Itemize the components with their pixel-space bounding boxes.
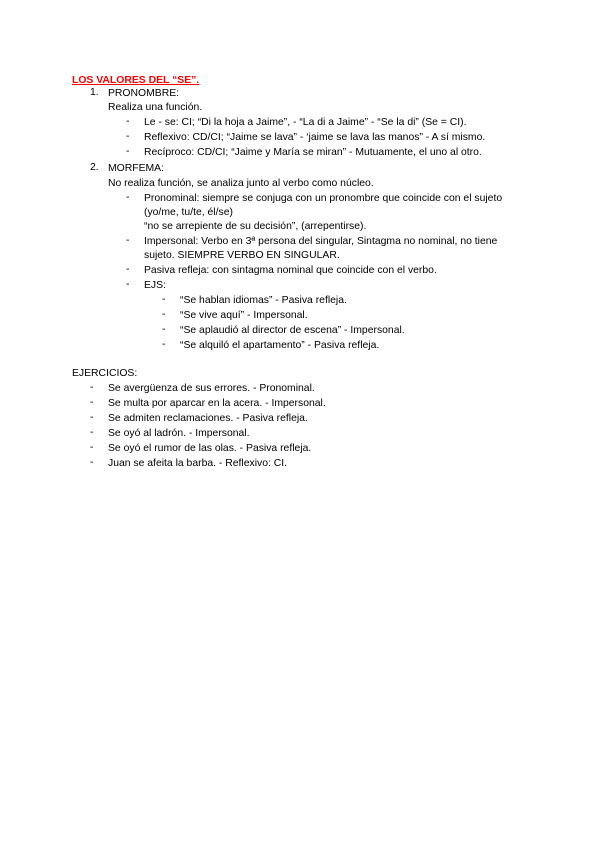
section-description: Realiza una función. [108, 102, 203, 113]
bullet-dash: - [162, 324, 166, 335]
bullet-dash: - [162, 339, 166, 350]
section-heading: PRONOMBRE: [108, 88, 180, 99]
exercise-item: Se avergüenza de sus errores. - Pronominal. [108, 383, 315, 394]
bullet-dash: - [126, 146, 130, 157]
list-item: Recíproco: CD/CI; “Jaime y María se miran” - Mutuamente, el uno al otro. [144, 147, 482, 158]
exercise-item: Juan se afeita la barba. - Reflexivo: CI. [108, 458, 288, 469]
bullet-dash: - [90, 397, 94, 408]
section-description: No realiza función, se analiza junto al verbo como núcleo. [108, 178, 374, 189]
bullet-dash: - [90, 442, 94, 453]
list-item: Le - se: CI; “Di la hoja a Jaime”, - “La di a Jaime” - “Se la di” (Se = CI). [144, 117, 467, 128]
bullet-dash: - [162, 309, 166, 320]
exercise-item: Se oyó el rumor de las olas. - Pasiva refleja. [108, 443, 312, 454]
exercises-heading: EJERCICIOS: [72, 368, 138, 379]
bullet-dash: - [90, 382, 94, 393]
bullet-dash: - [126, 279, 130, 290]
list-item: Pasiva refleja: con sintagma nominal que coincide con el verbo. [144, 265, 437, 276]
bullet-dash: - [126, 264, 130, 275]
list-item-continuation: sujeto. SIEMPRE VERBO EN SINGULAR. [144, 250, 340, 261]
example-item: “Se alquiló el apartamento” - Pasiva refleja. [180, 340, 380, 351]
example-item: “Se vive aquí” - Impersonal. [180, 310, 308, 321]
example-item: “Se aplaudió al director de escena” - Impersonal. [180, 325, 405, 336]
list-item: Pronominal: siempre se conjuga con un pronombre que coincide con el sujeto [144, 193, 503, 204]
list-item: Reflexivo: CD/CI; “Jaime se lava” - ‘jaime se lava las manos” - A sí mismo. [144, 132, 486, 143]
list-item: EJS: [144, 280, 166, 291]
section-number: 2. [90, 162, 99, 173]
section-number: 1. [90, 87, 99, 98]
bullet-dash: - [90, 427, 94, 438]
bullet-dash: - [162, 294, 166, 305]
bullet-dash: - [126, 116, 130, 127]
section-heading: MORFEMA: [108, 163, 164, 174]
example-item: “Se hablan idiomas” - Pasiva refleja. [180, 295, 347, 306]
bullet-dash: - [126, 235, 130, 246]
document-title: LOS VALORES DEL “SE”. [72, 75, 200, 86]
exercise-item: Se admiten reclamaciones. - Pasiva refleja. [108, 413, 308, 424]
exercise-item: Se oyó al ladrón. - Impersonal. [108, 428, 250, 439]
bullet-dash: - [126, 192, 130, 203]
list-item-continuation: (yo/me, tu/te, él/se) [144, 207, 233, 218]
bullet-dash: - [126, 131, 130, 142]
list-item: Impersonal: Verbo en 3ª persona del singular, Sintagma no nominal, no tiene [144, 236, 498, 247]
list-item-continuation: “no se arrepiente de su decisión”, (arrepentirse). [144, 221, 367, 232]
bullet-dash: - [90, 457, 94, 468]
exercise-item: Se multa por aparcar en la acera. - Impersonal. [108, 398, 326, 409]
bullet-dash: - [90, 412, 94, 423]
